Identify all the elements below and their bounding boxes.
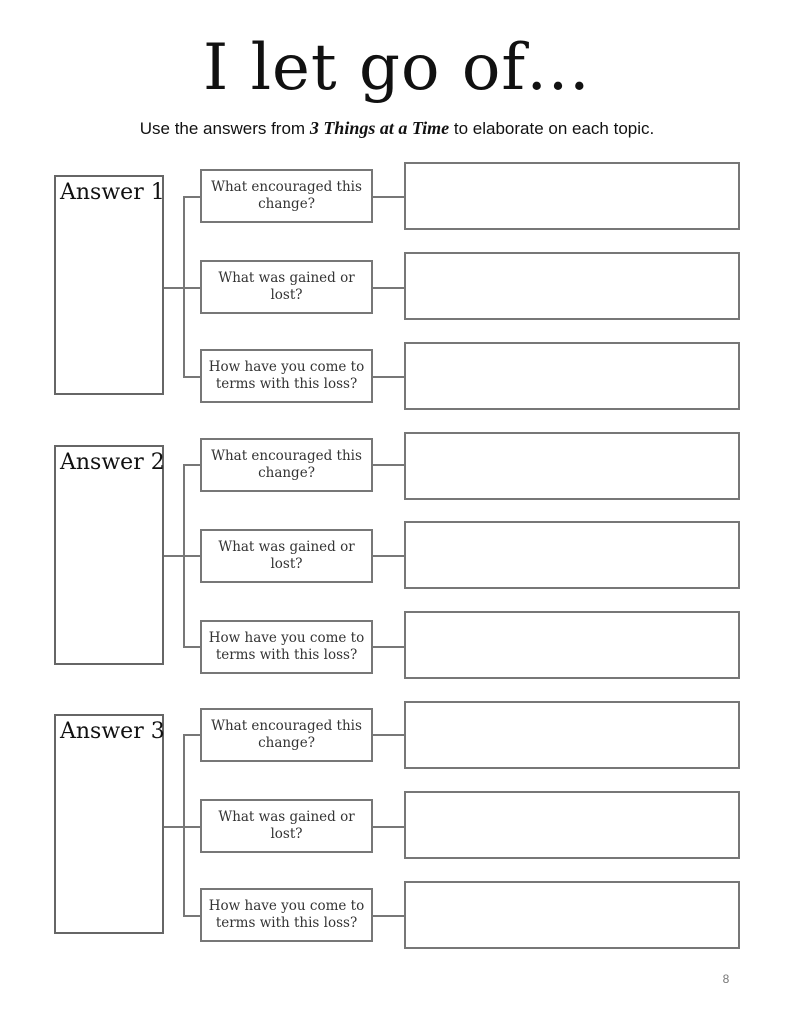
instructions: [0, 116, 794, 141]
branch-line: [183, 915, 200, 917]
branch-line: [183, 287, 200, 289]
response-box[interactable]: [404, 881, 740, 949]
prompt-connector: [373, 376, 404, 378]
prompt-connector: [373, 646, 404, 648]
answer-label: Answer 3: [60, 719, 165, 744]
response-box[interactable]: [404, 252, 740, 320]
branch-line: [183, 555, 200, 557]
response-box[interactable]: [404, 162, 740, 230]
branch-line: [183, 734, 200, 736]
prompt-box: How have you come to terms with this loss?: [200, 888, 373, 942]
instructions-lead: Use the answers from: [139, 119, 310, 138]
prompt-box: What was gained or lost?: [200, 529, 373, 583]
page-title: I let go of…: [202, 31, 592, 105]
response-box[interactable]: [404, 342, 740, 410]
page-number: 8: [722, 972, 730, 986]
prompt-connector: [373, 915, 404, 917]
instructions-tail: to elaborate on each topic.: [449, 119, 655, 138]
prompt-connector: [373, 555, 404, 557]
prompt-box: How have you come to terms with this loss?: [200, 620, 373, 674]
answer-label: Answer 2: [60, 450, 165, 475]
response-box[interactable]: [404, 521, 740, 589]
branch-line: [183, 646, 200, 648]
answer-box[interactable]: [54, 445, 164, 665]
connector-line: [164, 287, 184, 289]
prompt-connector: [373, 734, 404, 736]
connector-line: [164, 826, 184, 828]
answer-section-3: [0, 714, 794, 964]
instructions-reference: 3 Things at a Time: [309, 118, 450, 138]
response-box[interactable]: [404, 611, 740, 679]
prompt-connector: [373, 196, 404, 198]
branch-line: [183, 196, 200, 198]
answer-section-1: [0, 175, 794, 425]
prompt-connector: [373, 464, 404, 466]
prompt-connector: [373, 826, 404, 828]
response-box[interactable]: [404, 701, 740, 769]
connector-line: [164, 555, 184, 557]
answer-label: Answer 1: [60, 180, 165, 205]
prompt-box: What encouraged this change?: [200, 169, 373, 223]
prompt-connector: [373, 287, 404, 289]
response-box[interactable]: [404, 791, 740, 859]
answer-box[interactable]: [54, 175, 164, 395]
response-box[interactable]: [404, 432, 740, 500]
prompt-box: How have you come to terms with this loss?: [200, 349, 373, 403]
answer-section-2: [0, 445, 794, 695]
branch-line: [183, 376, 200, 378]
prompt-box: What encouraged this change?: [200, 438, 373, 492]
prompt-box: What encouraged this change?: [200, 708, 373, 762]
branch-line: [183, 464, 200, 466]
prompt-box: What was gained or lost?: [200, 260, 373, 314]
prompt-box: What was gained or lost?: [200, 799, 373, 853]
branch-line: [183, 826, 200, 828]
answer-box[interactable]: [54, 714, 164, 934]
